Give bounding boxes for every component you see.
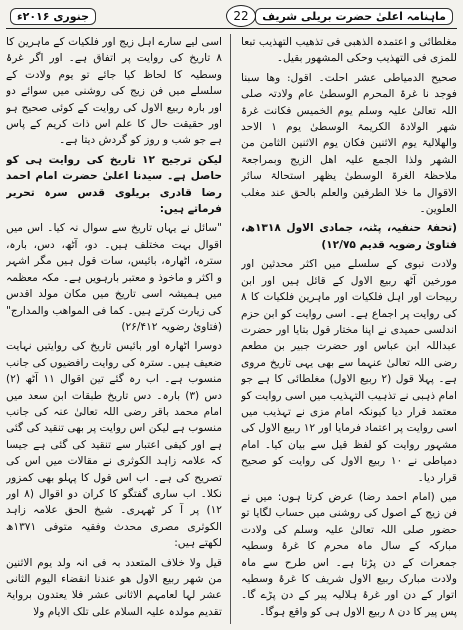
page-header bbox=[6, 4, 457, 29]
left-text-column bbox=[6, 34, 222, 624]
citation: (تحفۂ حنفیہ، پٹنہ، جمادی الاول ۱۳۱۸ھ، فتاویٰ رضویہ قدیم ۱۲/۷۵) bbox=[241, 222, 457, 251]
issue-date: جنوری ۲۰۱۶ء bbox=[10, 8, 96, 25]
arabic-paragraph-1: مغلطائی و اعتمدہ الذھبی فی تذھیب التھذیب تبعا للمزی فی التھذیب وحکی المشھور بقیل۔ bbox=[241, 36, 457, 65]
arabic-paragraph-3: قیل ولا خلاف المتعدد بہ فی انہ ولد یوم الاثنین من شھر ربیع الاول ھو عندنا انقضاء الیوم الثانی عشر لہا لعامہم الاثانی عشر فلا یعتدون بروایۃ تقدیم مولدہ علیہ السلام علی تلک الایام ولا bbox=[6, 556, 222, 618]
body-paragraph-5: دوسرا اٹھارہ اور بائیس تاریخ کی روایتیں نہایت ضعیف ہیں۔ سترہ کی روایت رافضیوں کی جانب منسوب ہے۔ اب رہ گئے تین اقوال ۱۱ آٹھ (۲) دس (۳) بارہ۔ دس تاریخ طبقات ابن سعد میں امام محمد باقر رضی اللہ تعالیٰ عنہ کی جانب منسوب ہے لیکن اس روایت پر بھی تنقید کی گئی ہے اور کیفی اعتبار سے تنقید کی گئی ہے جیسا کہ علامہ زاہد الکوثری نے مقالات میں اس کی تصریح کی ہے۔ اب اس قول کا پہلو بھی کمزور نکلا۔ اب ساری گفتگو کا کران دو اقوال (۸ اور ۱۲) پر آ کر ٹھہری۔ شیخ الحق علامہ زاہد الکوثری مصری محدث وفقیہ متوفی ۱۳۷۱ھ لکھتے ہیں: bbox=[6, 340, 222, 550]
page-number: 22 bbox=[226, 5, 256, 27]
magazine-title: ماہنامہ اعلیٰ حضرت بریلی شریف bbox=[255, 8, 453, 25]
column-divider bbox=[230, 34, 231, 624]
quotation: "سائل نے یہاں تاریخ سے سوال نہ کیا۔ اس میں اقوال بہت مختلف ہیں۔ دو، آٹھ، دس، بارہ، سترہ، اٹھارہ، بائیس، سات قول ہیں مگر اشہر و اکثر و ماخوذ و معتبر بارہویں ہے۔ مکہ معظمہ میں ہمیشہ اسی تاریخ میں مکان مولد اقدس کی زیارت کرتے ہیں۔ کما فی المواھب والمدارج" (فتاویٰ رضویہ ۲۶/۴۱۲) bbox=[6, 222, 222, 333]
body-paragraph-3: اسی لیے سارے اہل زیج اور فلکیات کے ماہرین کا ۸ تاریخ کی روایت پر اتفاق ہے۔ اور اگر غرۂ وسطیہ کا لحاظ کیا جائے تو یوم ولادت کے سلسلے میں فن زیج کی روشنی میں سوائے دو اور بارہ ربیع الاول کی روایت کے کوئی صحیح ہو اور حقیقت حال کا علم اس ذات کریم کے پاس ہے جو شب و روز کو گردش دیتا ہے۔ bbox=[6, 36, 222, 147]
arabic-paragraph-2: صحیح الدمیاطی عشر احلت۔ اقول: وھا سبنا فوجد نا غرۃ المحرم الوسطیٰ عام ولادتہ صلی اللہ تعالیٰ علیہ وسلم یوم الخمیس فکانت غرۃ شھر الولادۃ الکریمۃ الوسطیٰ یوم ۱ الاحد والھلالیۃ یوم الاثنین فکان یوم الاثنین الثامن من الشھر ولذا الجمع علیہ اھل الزیج وبمراجعۃ ملاحظۃ الغرۃ الوسطیٰ یظھر استحالۃ سائر الاقوال ما خلا الطرفین والعلم بالحق عند مغلب العلوین۔ bbox=[241, 71, 457, 216]
right-text-column bbox=[241, 34, 457, 624]
body-paragraph-2: میں (امام احمد رضا) عرض کرتا ہوں: میں نے فن زیج کے اصول کی روشنی میں حساب لگایا تو حضور صلی اللہ تعالیٰ علیہ وسلم کی ولادت مبارکہ کے سال ماہ محرم کا غرۂ وسطیہ جمعرات کے دن پڑتا ہے۔ اس طرح سے ماہ ولادت مبارک ربیع الاول شریف کا غرۂ وسطیہ اتوار کے دن اور غرۂ ہلالیہ پیر کے دن پڑے گا۔ پس پیر کا دن ۸ ربیع الاول ہی کو واقع ہوگا۔ bbox=[241, 490, 457, 618]
body-paragraph-1: ولادت نبوی کے سلسلے میں اکثر محدثین اور مورخین آٹھ ربیع الاول کے قائل ہیں اور ابن ربیحات اور اہل فلکیات اور ماہرین فلکیات کا ۸ کی روایت پر اجماع ہے۔ اسی روایت کو ابن حزم اندلسی حمیدی نے اپنا مختار قول بتایا اور حضرت عبداللہ ابن عباس اور حضرت جبیر بن مطعم رضی اللہ تعالیٰ عنہما سے بھی یہی تاریخ مروی ہے۔ پہلا قول (۲ ربیع الاول) مغلطائی کا ہے جو امام ذہبی نے تذہیب التہذیب میں اسی روایت کو معتمد قرار دیا کیونکہ امام مزی نے تہذیب میں اسی روایت پر اعتماد فرمایا اور ۱۲ ربیع الاول کی مشہور روایت کو لفظ قیل سے بیان کیا۔ امام دمیاطی نے ۱۰ ربیع الاول کی روایت کو صحیح قرار دیا۔ bbox=[241, 258, 457, 484]
body-paragraph-4: لیکن ترجیح ۱۲ تاریخ کی روایت ہی کو حاصل ہے۔ سیدنا اعلیٰ حضرت امام احمد رضا قادری بریلوی قدس سرہ تحریر فرماتے ہیں: bbox=[6, 153, 222, 216]
